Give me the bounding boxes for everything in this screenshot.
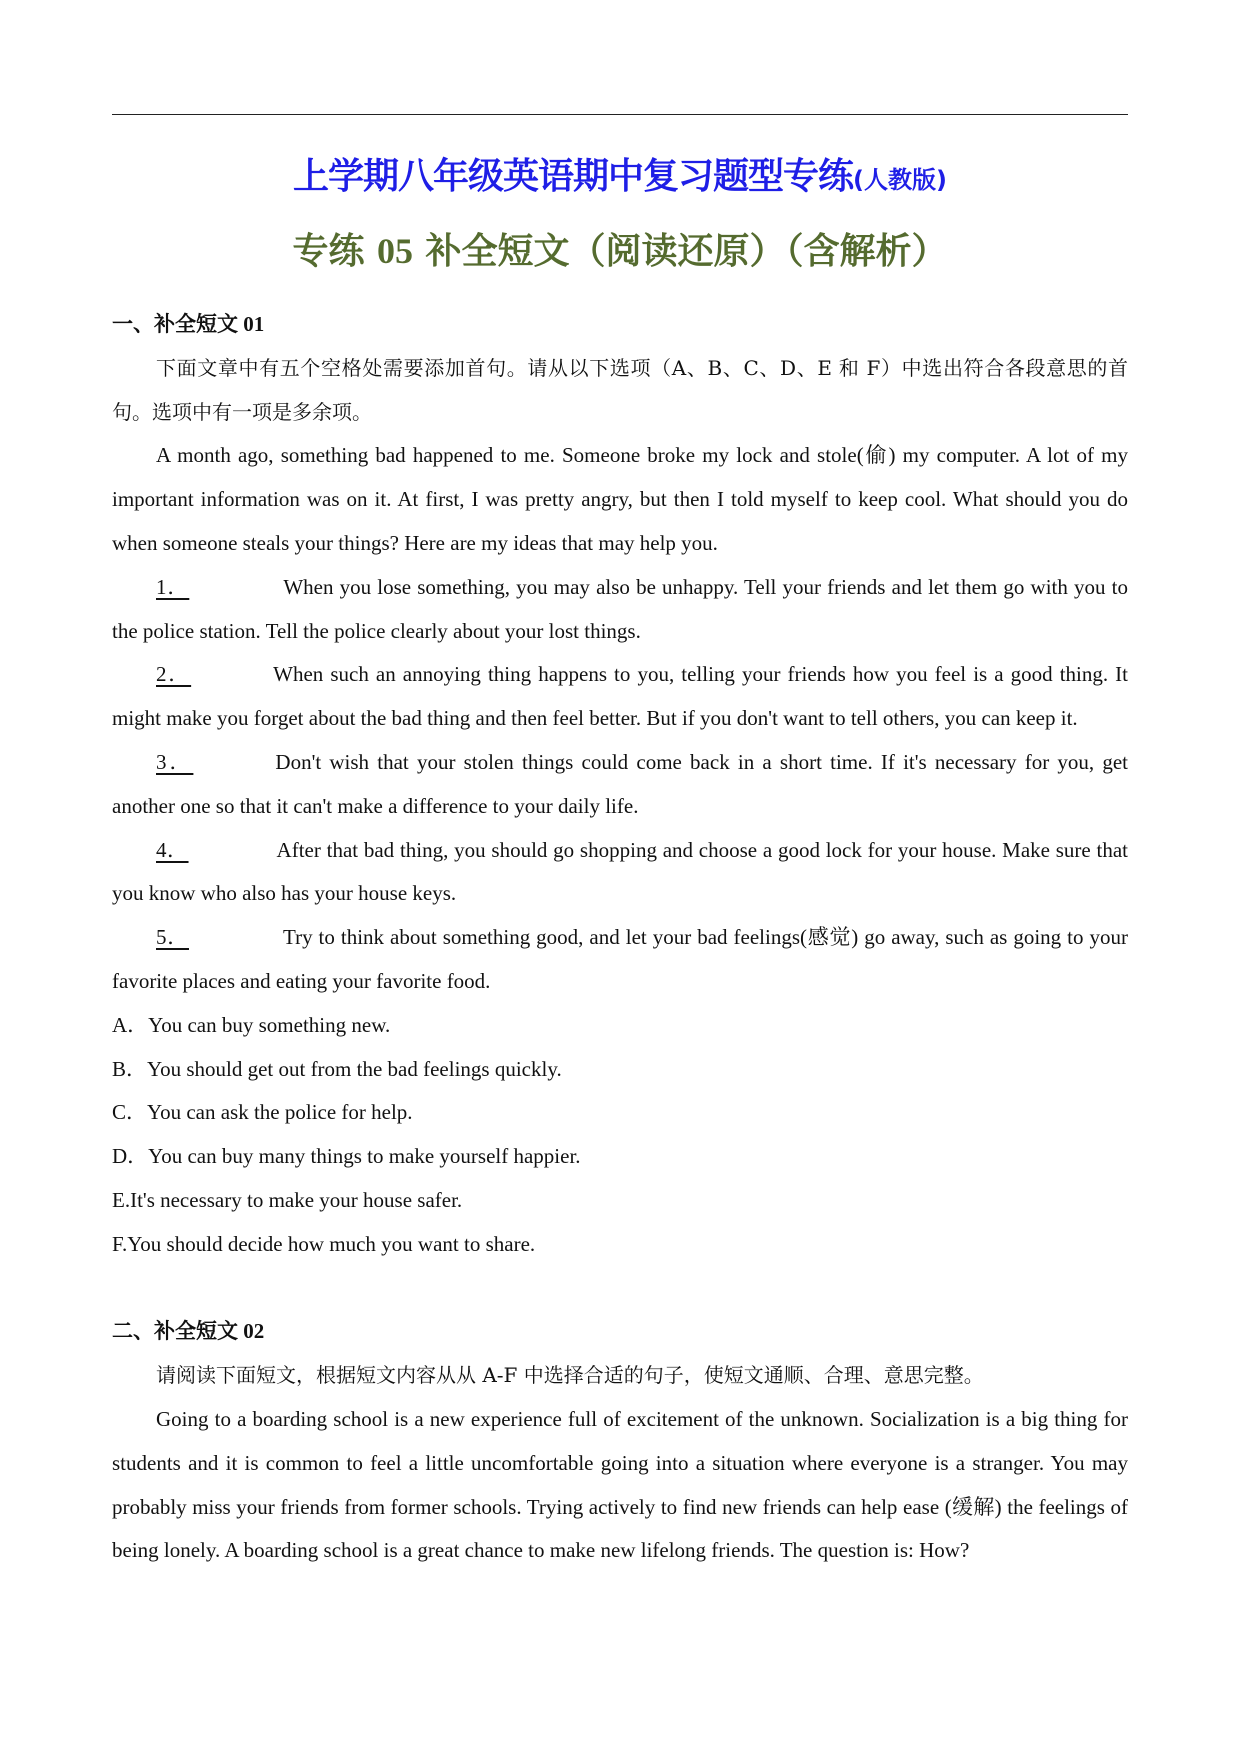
option-item: D．You can buy many things to make yourself happier.	[112, 1144, 581, 1169]
option-item: C．You can ask the police for help.	[112, 1100, 413, 1125]
question-item: 5． Try to think about something good, and let your bad feelings(感觉) go away, such as going to your favorite places and eating your favorite food.	[112, 925, 1128, 993]
option-item: A．You can buy something new.	[112, 1012, 391, 1037]
document-body	[112, 303, 1128, 1573]
question-item: 3． Don't wish that your stolen things could come back in a short time. If it's necessary for you, get another one so that it can't make a difference to your daily life.	[112, 749, 1129, 818]
subtitle-pre: 专练	[292, 231, 377, 272]
answer-blank[interactable]: 5．	[156, 925, 189, 950]
subtitle-post: 补全短文（阅读还原）（含解析）	[413, 231, 948, 272]
title-edition: (人教版)	[853, 166, 947, 194]
subtitle-number: 05	[377, 231, 413, 271]
answer-blank[interactable]: 3．	[156, 749, 194, 774]
question-item: 1． When you lose something, you may also be unhappy. Tell your friends and let them go with you to the police station. Tell the police clearly about your lost things.	[112, 574, 1129, 643]
answer-blank[interactable]: 4．	[156, 837, 189, 862]
section1-intro: A month ago, something bad happened to me. Someone broke my lock and stole(偷) my computer. A lot of my important information was on it. At first, I was pretty angry, but then I told myself to keep cool. What should you do when someone steals your things? Here are my ideas that may help you.	[112, 443, 1128, 555]
question-item: 2． When such an annoying thing happens to you, telling your friends how you feel is a good thing. It might make you forget about the bad thing and then feel better. But if you don't want to tell others, you can keep it.	[112, 662, 1129, 731]
answer-blank[interactable]: 1．	[156, 574, 190, 599]
document-title	[112, 150, 1128, 207]
section2-instruction: 请阅读下面短文，根据短文内容从从 A-F 中选择合适的句子，使短文通顺、合理、意思完整。	[156, 1363, 984, 1388]
section1-instruction: 下面文章中有五个空格处需要添加首句。请从以下选项（A、B、C、D、E 和 F）中选出符合各段意思的首句。选项中有一项是多余项。	[112, 355, 1128, 424]
header-rule	[112, 114, 1128, 115]
option-item: B．You should get out from the bad feelings quickly.	[112, 1056, 562, 1081]
question-item: 4． After that bad thing, you should go shopping and choose a good lock for your house. Make sure that you know who also has your house keys.	[112, 837, 1128, 906]
option-item: F.You should decide how much you want to share.	[112, 1231, 536, 1256]
answer-blank[interactable]: 2．	[156, 662, 192, 687]
section2-intro: Going to a boarding school is a new experience full of excitement of the unknown. Socialization is a big thing for students and it is common to feel a little uncomfortable going into a situation where everyone is a stranger. You may probably miss your friends from former schools. Trying actively to find new friends can help ease (缓解) the feelings of being lonely. A boarding school is a great chance to make new lifelong friends. The question is: How?	[112, 1406, 1128, 1563]
title-main: 上学期八年级英语期中复习题型专练	[293, 156, 854, 197]
document-subtitle	[112, 224, 1128, 279]
section1-heading: 一、补全短文 01	[112, 312, 265, 336]
option-item: E.It's necessary to make your house safer.	[112, 1187, 463, 1212]
section2-heading: 二、补全短文 02	[112, 1319, 265, 1344]
